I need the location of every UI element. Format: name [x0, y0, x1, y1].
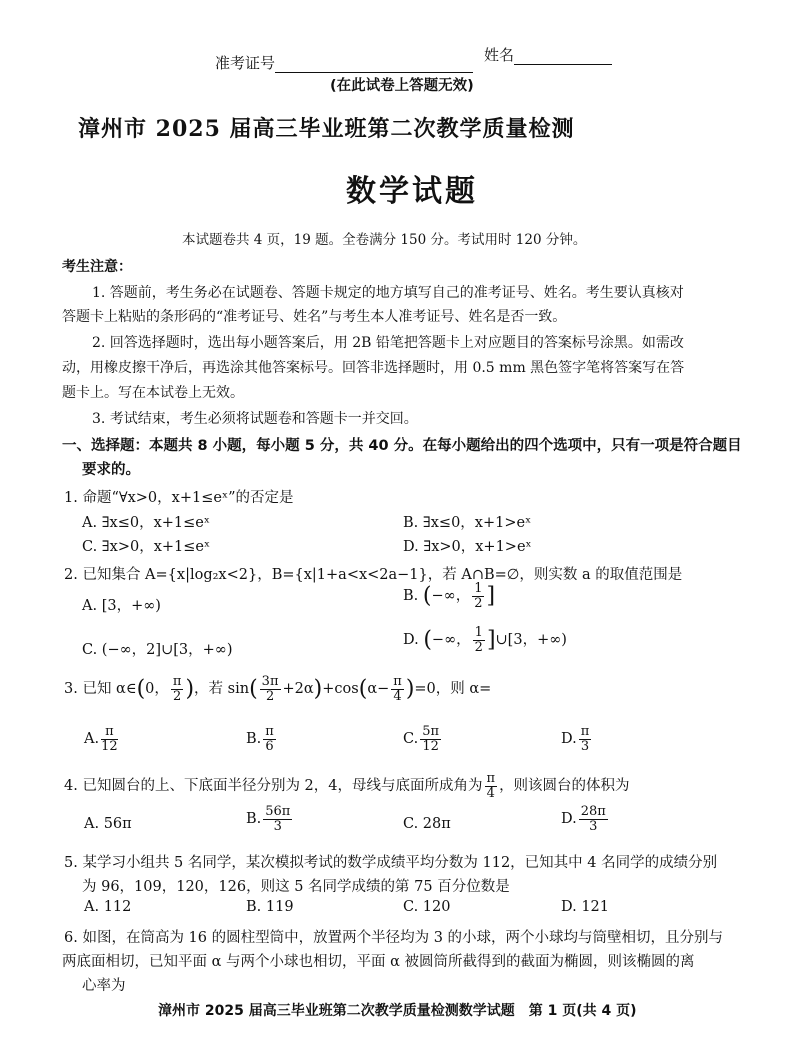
q3-alpha-minus: α−: [367, 681, 390, 698]
q2-option-b: [403, 582, 495, 610]
exam-title: 漳州市 2025 届高三毕业班第二次教学质量检测: [78, 116, 575, 142]
q2-option-c: C. (−∞，2]∪[3，+∞): [82, 642, 233, 658]
paren: ]: [486, 627, 496, 653]
q2-option-a: A. [3，+∞): [82, 598, 161, 614]
q2-b-inner: −∞，: [431, 588, 471, 605]
frac-den: 2: [474, 595, 483, 611]
q4-option-a: A. 56π: [84, 816, 132, 832]
q5-option-b: B. 119: [246, 899, 294, 915]
frac-den: 12: [422, 738, 439, 754]
frac-den: 3: [589, 818, 598, 834]
q3-post: =0，则 α=: [414, 681, 492, 698]
paren: (: [423, 627, 432, 653]
q3-stem: [64, 675, 491, 703]
frac-num: 56π: [265, 804, 291, 819]
frac-num: 3π: [261, 674, 279, 689]
exam-number-blank: [275, 58, 473, 73]
intro-line: 本试题卷共 4 页，19 题。全卷满分 150 分。考试用时 120 分钟。: [182, 232, 587, 248]
exam-number-label: [215, 52, 473, 73]
frac-den: 3: [273, 818, 282, 834]
fraction: [263, 725, 276, 753]
q1-stem: 1. 命题“∀x>0，x+1≤eˣ”的否定是: [64, 490, 294, 506]
q4-option-d: [561, 805, 610, 833]
q1-option-c: C. ∃x>0，x+1≤eˣ: [82, 539, 211, 555]
q6-stem-line: 6. 如图，在筒高为 16 的圆柱型筒中，放置两个半径均为 3 的小球，两个小球均与筒壁相切，且分别与: [64, 930, 724, 946]
q3-plus2a: +2α: [282, 681, 314, 698]
paper-subtitle: 数学试题: [346, 174, 478, 209]
q6-stem-line: 心率为: [82, 978, 126, 994]
frac-den: 3: [580, 738, 590, 754]
option-label: A.: [84, 731, 100, 748]
frac-num: 28π: [580, 804, 606, 819]
name-text: 姓名: [484, 46, 515, 64]
name-label: [484, 44, 612, 65]
notice-line: 答题卡上粘贴的条形码的“准考证号、姓名”与考生本人准考证号、姓名是否一致。: [62, 309, 567, 325]
frac-num: π: [393, 674, 402, 689]
q5-option-d: D. 121: [561, 899, 610, 915]
frac-den: 12: [101, 738, 118, 754]
option-label: D.: [561, 731, 577, 748]
q4-stem: [64, 772, 630, 800]
paren: (: [249, 676, 258, 702]
q3-mid2: +cos: [322, 681, 359, 698]
q3-option-c: [403, 725, 443, 753]
frac-den: 4: [486, 785, 495, 801]
q6-stem-line: 两底面相切，已知平面 α 与两个小球也相切，平面 α 被圆筒所截得到的截面为椭圆，则该椭圆的离: [62, 954, 695, 970]
notice-heading: 考生注意：: [62, 259, 132, 275]
paren: (: [136, 676, 146, 702]
option-label: B.: [246, 811, 262, 828]
paren: ): [405, 676, 415, 702]
frac-num: π: [101, 725, 118, 740]
notice-line: 题卡上。写在本试卷上无效。: [62, 385, 244, 401]
name-blank: [514, 50, 612, 65]
fraction: [473, 626, 485, 654]
frac-num: π: [580, 724, 590, 739]
fraction: [101, 725, 118, 753]
paren: ): [185, 676, 195, 702]
frac-num: 1: [474, 581, 483, 596]
option-label: B.: [246, 731, 262, 748]
paren: ): [313, 676, 323, 702]
q3-option-a: [84, 725, 120, 753]
page-footer: 漳州市 2025 届高三毕业班第二次教学质量检测数学试题 第 1 页(共 4 页): [158, 1003, 637, 1019]
frac-num: 1: [474, 625, 483, 640]
notice-line: 2. 回答选择题时，选出每小题答案后，用 2B 铅笔把答题卡上对应题目的答案标号涂黑。如需改: [92, 335, 684, 351]
section-heading-cont: 要求的。: [82, 462, 140, 478]
fraction: [391, 675, 404, 703]
section-heading: 一、选择题：本题共 8 小题，每小题 5 分，共 40 分。在每小题给出的四个选项中，只有一项是符合题目: [62, 438, 742, 454]
q2-stem: 2. 已知集合 A={x|log₂x<2}，B={x|1+a<x<2a−1}，若 A∩B=∅，则实数 a 的取值范围是: [64, 567, 683, 583]
frac-num: π: [172, 674, 182, 689]
q3-mid1: ，若 sin: [194, 681, 250, 698]
q4-option-c: C. 28π: [403, 816, 451, 832]
frac-num: π: [265, 724, 274, 739]
q3-zero: 0，: [145, 681, 169, 698]
fraction: [260, 675, 281, 703]
fraction: [472, 582, 484, 610]
q4-post: ，则该圆台的体积为: [499, 778, 630, 795]
fraction: [579, 725, 592, 753]
q5-stem-line: 5. 某学习小组共 5 名同学，某次模拟考试的数学成绩平均分数为 112，已知其中 4 名同学的成绩分别: [64, 855, 718, 871]
frac-num: π: [486, 771, 496, 786]
exam-number-text: 准考证号: [215, 54, 276, 72]
q2-b-label: B.: [403, 588, 423, 605]
notice-line: 3. 考试结束，考生必须将试题卷和答题卡一并交回。: [92, 411, 418, 427]
fraction: [171, 675, 184, 703]
q2-d-post: ∪[3，+∞): [495, 632, 567, 649]
q4-option-b: [246, 805, 294, 833]
frac-den: 4: [393, 688, 402, 704]
fraction: [263, 805, 292, 833]
fraction: [420, 725, 441, 753]
invalid-note: (在此试卷上答题无效): [330, 78, 474, 94]
option-label: C.: [403, 731, 419, 748]
q3-pre: 3. 已知 α∈: [64, 681, 137, 698]
paren: (: [358, 676, 368, 702]
q3-option-d: [561, 725, 593, 753]
fraction: [579, 805, 608, 833]
frac-num: 5π: [422, 724, 440, 739]
paren: ]: [486, 583, 496, 609]
paren: (: [422, 583, 432, 609]
frac-den: 2: [265, 688, 275, 704]
frac-den: 6: [265, 738, 274, 754]
q5-option-a: A. 112: [84, 899, 132, 915]
q1-option-b: B. ∃x≤0，x+1>eˣ: [403, 515, 532, 531]
q1-option-a: A. ∃x≤0，x+1≤eˣ: [82, 515, 211, 531]
fraction: [485, 772, 498, 800]
option-label: D.: [561, 811, 577, 828]
notice-line: 动，用橡皮擦干净后，再选涂其他答案标号。回答非选择题时，用 0.5 mm 黑色签字笔将答案写在答: [62, 360, 685, 376]
q2-d-label: D.: [403, 632, 424, 649]
q4-pre: 4. 已知圆台的上、下底面半径分别为 2，4，母线与底面所成角为: [64, 778, 483, 795]
q1-option-d: D. ∃x>0，x+1>eˣ: [403, 539, 532, 555]
notice-line: 1. 答题前，考生务必在试题卷、答题卡规定的地方填写自己的准考证号、姓名。考生要认真核对: [92, 285, 684, 301]
frac-den: 2: [474, 639, 483, 655]
frac-den: 2: [173, 688, 182, 704]
q2-option-d: [403, 626, 567, 654]
q2-d-inner: −∞，: [431, 632, 471, 649]
q3-option-b: [246, 725, 278, 753]
q5-stem-line: 为 96，109，120，126，则这 5 名同学成绩的第 75 百分位数是: [82, 879, 510, 895]
q5-option-c: C. 120: [403, 899, 451, 915]
